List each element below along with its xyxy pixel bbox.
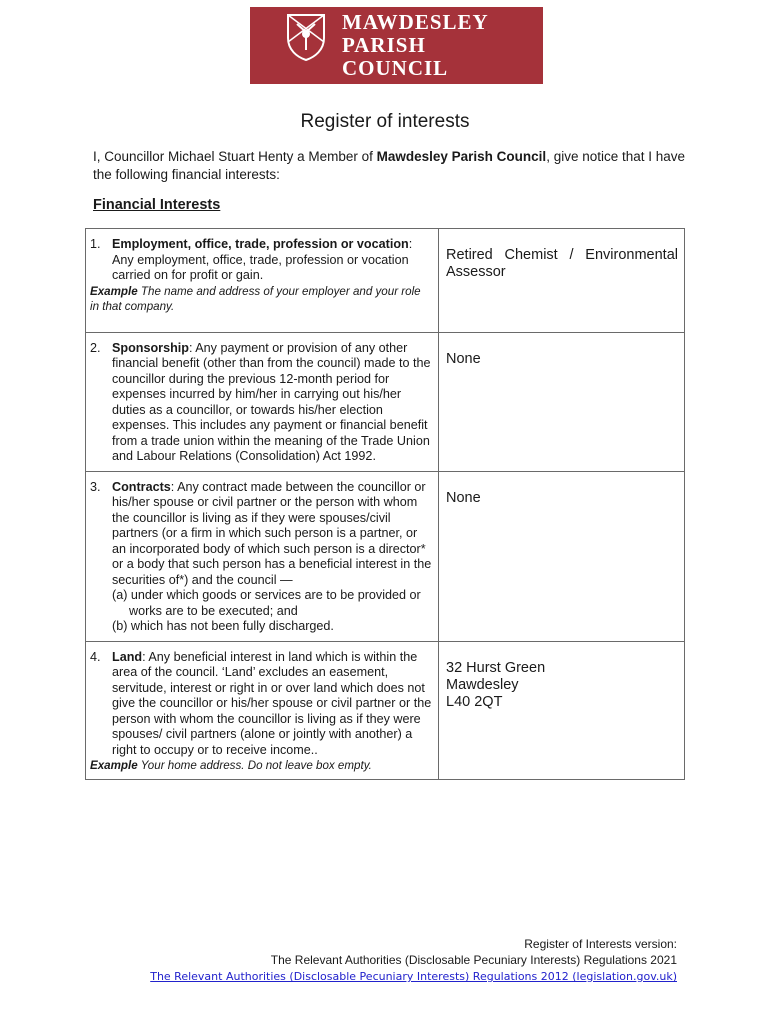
logo-line: MAWDESLEY (342, 10, 489, 34)
section-heading: Financial Interests (93, 197, 221, 213)
intro-prefix: I, Councillor Michael Stuart Henty a Member of (93, 149, 377, 164)
item-description: : Any payment or provision of any other financial benefit (other than from the council) made to the councillor during the previous 12-month period for expenses incurred by him/her in carrying out his/her duties as a councillor, or towards his/her election expenses. This includes any payment or financial benefit from a trade union within the meaning of the Trade Union and Labour Relations (Consolidation) Act 1992. (112, 340, 431, 463)
interests-table (85, 228, 685, 780)
logo-line: COUNCIL (342, 56, 449, 80)
item-description: : Any contract made between the councillor or his/her spouse or civil partner or the person with whom the councillor is living as if they were spouses/civil partners (or a firm in which such person is a partner, or an incorporated body of which such person is a director* or a body that such person has a beneficial interest in the securities of*) and the council — (112, 479, 432, 587)
council-logo (250, 7, 543, 84)
example-label: Example (90, 759, 138, 772)
interest-value: Retired Chemist / Environmental Assessor (446, 247, 678, 280)
item-description: : Any beneficial interest in land which is within the area of the council. ‘Land’ excludes an easement, servitude, interest or right in or over land which does not give the councillor or his/her spouse or civil partner or the person with whom the councillor is living as if they were spouses/ civil partners (alone or jointly with another) a right to occupy or to receive income.. (112, 649, 432, 757)
footer (150, 936, 677, 985)
interest-description-cell (86, 471, 439, 641)
crest-icon (285, 12, 327, 62)
interest-value: None (446, 350, 481, 367)
item-text (112, 237, 432, 284)
interest-value-cell (439, 471, 685, 641)
item-text (112, 650, 432, 759)
interest-item (90, 341, 432, 465)
item-heading: Land (112, 649, 143, 664)
interest-value-cell (439, 332, 685, 471)
table-row (86, 471, 685, 641)
item-number: 3. (90, 479, 101, 494)
item-heading: Contracts (112, 479, 171, 494)
example-note (90, 284, 432, 314)
interest-item (90, 237, 432, 284)
item-heading: Sponsorship (112, 340, 189, 355)
item-text (112, 480, 432, 635)
interest-value: L40 2QT (446, 693, 503, 710)
interest-value: None (446, 489, 481, 506)
sub-item: (b) which has not been fully discharged. (112, 619, 334, 633)
footer-regulations: The Relevant Authorities (Disclosable Pecuniary Interests) Regulations 2021 (270, 953, 677, 967)
interest-item (90, 480, 432, 635)
item-text (112, 341, 432, 465)
interest-description-cell (86, 229, 439, 333)
example-text: Your home address. Do not leave box empty. (137, 759, 372, 772)
interest-value: Mawdesley (446, 676, 519, 693)
table-row (86, 229, 685, 333)
footer-version-label: Register of Interests version: (524, 937, 677, 951)
example-text: The name and address of your employer and your role in that company. (90, 284, 421, 313)
example-label: Example (90, 284, 138, 298)
interest-description-cell (86, 332, 439, 471)
intro-suffix: , give notice that I have the following financial interests: (93, 149, 686, 182)
sub-item: (a) under which goods or services are to be provided or works are to be executed; and (112, 588, 421, 618)
page-title: Register of interests (300, 111, 470, 132)
legislation-link[interactable]: The Relevant Authorities (Disclosable Pecuniary Interests) Regulations 2012 (legislation.gov.uk) (150, 970, 677, 983)
interest-value-cell (439, 641, 685, 780)
table-row (86, 332, 685, 471)
interest-item (90, 650, 432, 759)
item-description: : Any employment, office, trade, profession or vocation carried on for profit or gain. (112, 237, 413, 282)
interest-value: 32 Hurst Green (446, 659, 546, 676)
intro-statement (93, 148, 693, 184)
item-number: 1. (90, 237, 101, 251)
item-heading: Employment, office, trade, profession or vocation (112, 237, 409, 251)
item-number: 4. (90, 649, 101, 664)
logo-line: PARISH (342, 33, 426, 57)
interest-description-cell (86, 641, 439, 780)
logo-text (342, 11, 489, 80)
example-note (90, 758, 432, 773)
interest-value-cell (439, 229, 685, 333)
table-row (86, 641, 685, 780)
item-number: 2. (90, 340, 101, 355)
council-name: Mawdesley Parish Council (376, 149, 547, 164)
